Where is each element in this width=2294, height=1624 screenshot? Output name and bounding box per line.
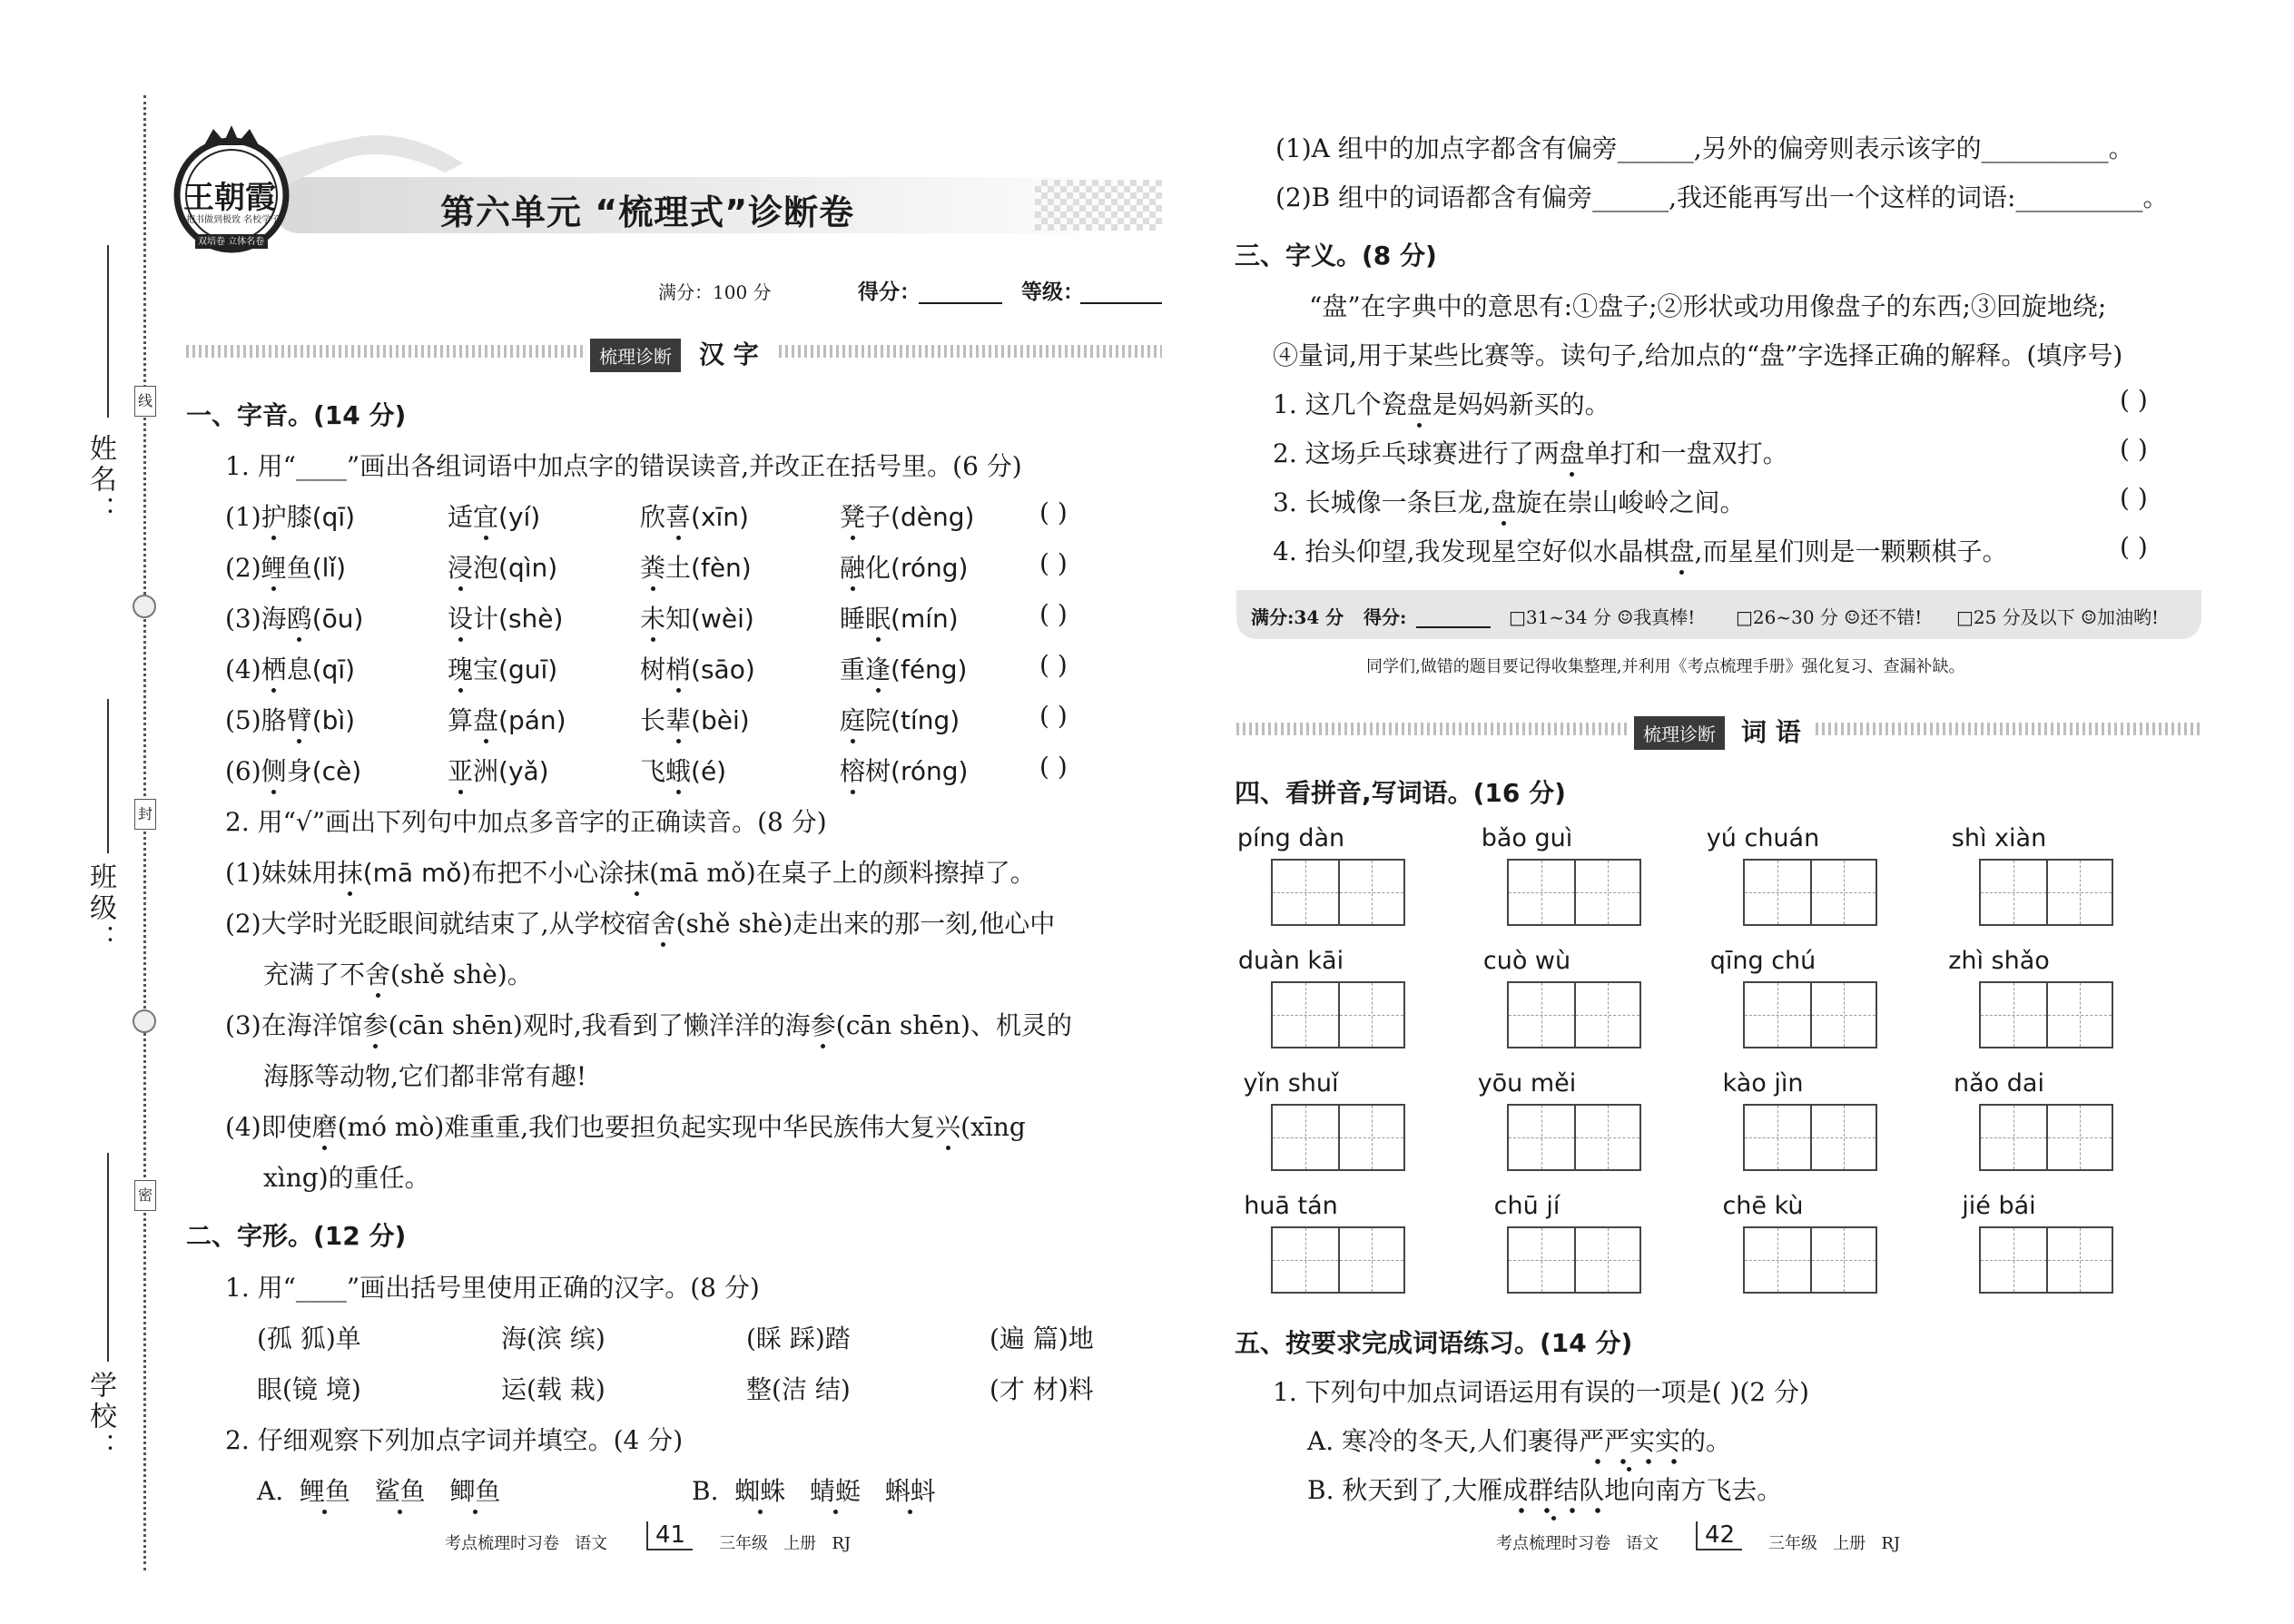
q1-row: (6)侧身(cè) xyxy=(225,752,361,788)
answer-parens[interactable]: ( ) xyxy=(1039,701,1068,731)
writing-box[interactable] xyxy=(1271,981,1405,1048)
pinyin: qīng chú xyxy=(1709,947,1816,975)
q1-word: 亚洲(yǎ) xyxy=(448,752,549,788)
answer-parens[interactable]: ( ) xyxy=(1039,599,1068,629)
q1-word: 凳子(dèng) xyxy=(840,497,974,534)
smile-icon: ☺ xyxy=(1610,606,1634,628)
writing-box[interactable] xyxy=(1507,1104,1641,1171)
grade-label: 等级： xyxy=(1021,280,1084,304)
q5-sub1: 1. 下列句中加点词语运用有误的一项是( )(2 分) xyxy=(1273,1377,1809,1407)
page-number-right: 42 xyxy=(1696,1521,1742,1550)
dotted-word: 严严实实 xyxy=(1579,1422,1680,1465)
footer-right: 考点梳理时习卷 语文 xyxy=(1496,1534,1659,1553)
name-field[interactable] xyxy=(107,245,109,418)
writing-box[interactable] xyxy=(1979,1226,2113,1294)
q3-heading: 三、字义。(8 分) xyxy=(1235,241,1437,271)
q1-word: 适宜(yí) xyxy=(448,497,540,534)
grade-field[interactable] xyxy=(1080,302,1162,304)
q3-intro-1: “盘”在字典中的意思有:①盘子;②形状或功用像盘子的东西;③回旋地绕; xyxy=(1309,291,2107,321)
level-2[interactable]: □26~30 分 ☺还不错! xyxy=(1736,606,1923,628)
q2-option[interactable]: (才 材)料 xyxy=(989,1374,1094,1404)
writing-box[interactable] xyxy=(1743,981,1877,1048)
review-note: 同学们,做错的题目要记得收集整理,并利用《考点梳理手册》强化复习、查漏补缺。 xyxy=(1366,657,1965,676)
class-field[interactable] xyxy=(107,699,109,853)
q1-word: 瑰宝(guī) xyxy=(448,650,557,686)
q1-sentence-4: (4)即使磨(mó mò)难重重,我们也要担负起实现中华民族伟大复兴(xīng xyxy=(225,1107,1026,1144)
q1-sentence-2: (2)大学时光眨眼间就结束了,从学校宿舍(shě shè)走出来的那一刻,他心中 xyxy=(225,904,1055,940)
q5-option-b[interactable]: B. 秋天到了,大雁成群结队地向南方飞去。 xyxy=(1307,1471,1782,1514)
q2-option[interactable]: 眼(镜 境) xyxy=(257,1374,361,1404)
q1-row: (1)护膝(qī) xyxy=(225,497,355,534)
q1-word: 榕树(róng) xyxy=(840,752,968,788)
q1-word: 树梢(sāo) xyxy=(640,650,755,686)
pinyin: nǎo dai xyxy=(1954,1069,2044,1097)
q1-sub2: 2. 用“√”画出下列句中加点多音字的正确读音。(8 分) xyxy=(225,807,827,837)
school-label: 学校： xyxy=(84,1371,116,1463)
pinyin: yǐn shuǐ xyxy=(1243,1069,1339,1097)
scorebar-full: 满分:34 分 xyxy=(1251,606,1344,628)
logo-ribbon-text: 双培卷 立体名卷 xyxy=(198,237,265,247)
binding-hole-icon xyxy=(133,1009,156,1033)
q1-word: 长辈(bèi) xyxy=(640,701,750,737)
checker-decoration xyxy=(1035,180,1162,231)
scorebar-got: 得分: xyxy=(1364,606,1407,628)
pinyin: chē kù xyxy=(1722,1192,1804,1220)
writing-box[interactable] xyxy=(1507,981,1641,1048)
writing-box[interactable] xyxy=(1743,1104,1877,1171)
divider xyxy=(186,345,586,358)
pinyin: kào jìn xyxy=(1722,1069,1804,1097)
pinyin: yú chuán xyxy=(1706,824,1820,852)
footer-left-grade: 三年级 上册 RJ xyxy=(719,1534,852,1553)
answer-parens[interactable]: ( ) xyxy=(2120,385,2148,415)
school-field[interactable] xyxy=(107,1153,109,1362)
q1-word: 粪土(fèn) xyxy=(640,548,752,585)
q1-row: (2)鲤鱼(lǐ) xyxy=(225,548,346,585)
q1-word: 重逢(féng) xyxy=(840,650,967,686)
divider xyxy=(779,345,1162,358)
q2-fill-2[interactable]: (2)B 组中的词语都含有偏旁______,我还能再写出一个这样的词语:__________。 xyxy=(1275,182,2169,212)
q2-sub2: 2. 仔细观察下列加点字词并填空。(4 分) xyxy=(225,1425,684,1455)
q3-item: 1. 这几个瓷盘是妈妈新买的。 xyxy=(1273,385,1610,421)
q1-sentence-1: (1)妹妹用抹(mā mǒ)布把不小心涂抹(mā mǒ)在桌子上的颜料擦掉了。 xyxy=(225,853,1036,890)
writing-box[interactable] xyxy=(1979,981,2113,1048)
section-title: 词 语 xyxy=(1741,717,1801,747)
seal-mark-seal: 封 xyxy=(134,799,156,830)
smile-icon: ☺ xyxy=(1837,606,1861,628)
answer-parens[interactable]: ( ) xyxy=(2120,483,2148,513)
scorebar-field[interactable] xyxy=(1416,626,1491,628)
q2-group-b: B. 蜘蛛 蜻蜓 蝌蚪 xyxy=(692,1471,936,1508)
level-1[interactable]: □31~34 分 ☺我真棒! xyxy=(1509,606,1696,628)
q2-fill-1[interactable]: (1)A 组中的加点字都含有偏旁______,另外的偏旁则表示该字的__________。 xyxy=(1275,133,2134,163)
pinyin: yōu měi xyxy=(1477,1069,1577,1097)
pinyin: chū jí xyxy=(1493,1192,1561,1220)
q3-intro-2: ④量词,用于某些比赛等。读句子,给加点的“盘”字选择正确的解释。(填序号) xyxy=(1273,340,2123,370)
q1-row: (3)海鸥(ōu) xyxy=(225,599,363,635)
q1-sub1: 1. 用“____”画出各组词语中加点字的错误读音,并改正在括号里。(6 分) xyxy=(225,451,1022,481)
q1-word: 飞蛾(é) xyxy=(640,752,726,788)
q4-heading: 四、看拼音,写词语。(16 分) xyxy=(1235,778,1566,808)
q1-row: (4)栖息(qī) xyxy=(225,650,355,686)
q2-heading: 二、字形。(12 分) xyxy=(186,1221,407,1251)
logo-motto: 把书做到极致 名校学子 xyxy=(186,215,281,225)
level-3[interactable]: □25 分及以下 ☺加油哟! xyxy=(1956,606,2160,628)
q1-word: 未知(wèi) xyxy=(640,599,754,635)
q3-item: 2. 这场乒乓球赛进行了两盘单打和一盘双打。 xyxy=(1273,434,1788,470)
pinyin: huā tán xyxy=(1244,1192,1338,1220)
q3-item: 4. 抬头仰望,我发现星空好似水晶棋盘,而星星们则是一颗颗棋子。 xyxy=(1273,532,2007,568)
writing-box[interactable] xyxy=(1507,1226,1641,1294)
binding-dotted-line xyxy=(143,95,146,1570)
q3-item: 3. 长城像一条巨龙,盘旋在崇山峻岭之间。 xyxy=(1273,483,1746,519)
answer-parens[interactable]: ( ) xyxy=(2120,434,2148,464)
writing-box[interactable] xyxy=(1979,1104,2113,1171)
page-title: 第六单元 “梳理式”诊断卷 xyxy=(440,192,855,232)
footer-left: 考点梳理时习卷 语文 xyxy=(445,1534,608,1553)
writing-box[interactable] xyxy=(1271,1226,1405,1294)
dotted-word: 成群结队 xyxy=(1502,1471,1604,1514)
q1-sentence-2-cont: 充满了不舍(shě shè)。 xyxy=(263,955,533,991)
score-field[interactable] xyxy=(919,302,1002,304)
q1-word: 设计(shè) xyxy=(448,599,563,635)
q2-option[interactable]: (孤 狐)单 xyxy=(257,1324,361,1353)
pinyin: bǎo guì xyxy=(1481,824,1573,852)
score-label: 得分： xyxy=(858,280,921,304)
q2-option[interactable]: 运(载 栽) xyxy=(501,1374,605,1404)
footer-right-grade: 三年级 上册 RJ xyxy=(1768,1534,1901,1553)
q1-sentence-3: (3)在海洋馆参(cān shēn)观时,我看到了懒洋洋的海参(cān shēn)、机灵的 xyxy=(225,1006,1072,1042)
q2-option[interactable]: 整(洁 结) xyxy=(746,1374,851,1404)
section-tag: 梳理诊断 xyxy=(590,339,681,372)
answer-parens[interactable]: ( ) xyxy=(2120,532,2148,562)
q2-option[interactable]: (睬 踩)踏 xyxy=(746,1324,851,1353)
answer-parens[interactable]: ( ) xyxy=(1039,650,1068,680)
logo-name: 王朝霞 xyxy=(183,180,276,216)
writing-box[interactable] xyxy=(1979,859,2113,926)
q2-group-a: A. 鲤鱼 鲨鱼 鲫鱼 xyxy=(257,1471,500,1508)
writing-box[interactable] xyxy=(1743,1226,1877,1294)
pinyin: zhì shǎo xyxy=(1948,947,2050,975)
answer-parens[interactable]: ( ) xyxy=(1039,752,1068,782)
writing-box[interactable] xyxy=(1271,859,1405,926)
pinyin: duàn kāi xyxy=(1237,947,1344,975)
q1-row: (5)胳臂(bì) xyxy=(225,701,355,737)
seal-mark-line: 线 xyxy=(134,386,156,417)
q2-option[interactable]: 海(滨 缤) xyxy=(501,1324,605,1353)
q1-word: 算盘(pán) xyxy=(448,701,566,737)
q1-sentence-3-cont: 海豚等动物,它们都非常有趣! xyxy=(263,1061,587,1091)
pinyin: shì xiàn xyxy=(1951,824,2047,852)
full-score: 满分：100 分 xyxy=(658,281,772,303)
q5-option-a[interactable]: A. 寒冷的冬天,人们裹得严严实实的。 xyxy=(1307,1422,1731,1465)
q1-heading: 一、字音。(14 分) xyxy=(186,400,407,430)
q1-sentence-4-cont: xìng)的重任。 xyxy=(263,1163,430,1193)
pinyin: píng dàn xyxy=(1236,824,1345,852)
q1-word: 融化(róng) xyxy=(840,548,968,585)
section-title: 汉 字 xyxy=(699,340,759,369)
class-label: 班级： xyxy=(84,862,116,955)
smile-icon: ☺ xyxy=(2074,606,2097,628)
pinyin: cuò wù xyxy=(1482,947,1571,975)
q2-sub1: 1. 用“____”画出括号里使用正确的汉字。(8 分) xyxy=(225,1273,760,1303)
q1-word: 欣喜(xīn) xyxy=(640,497,749,534)
pinyin: jié bái xyxy=(1962,1192,2036,1220)
q1-word: 浸泡(qìn) xyxy=(448,548,557,585)
binding-hole-icon xyxy=(133,595,156,618)
divider xyxy=(1816,723,2201,735)
answer-parens[interactable]: ( ) xyxy=(1039,548,1068,578)
writing-box[interactable] xyxy=(1743,859,1877,926)
name-label: 姓名： xyxy=(84,434,116,527)
answer-parens[interactable]: ( ) xyxy=(1039,497,1068,527)
section-tag: 梳理诊断 xyxy=(1634,716,1725,750)
q1-word: 庭院(tíng) xyxy=(840,701,960,737)
writing-box[interactable] xyxy=(1507,859,1641,926)
q1-word: 睡眠(mín) xyxy=(840,599,959,635)
seal-mark-secret: 密 xyxy=(134,1180,156,1211)
q5-heading: 五、按要求完成词语练习。(14 分) xyxy=(1235,1328,1633,1358)
divider xyxy=(1236,723,1627,735)
page-number-left: 41 xyxy=(646,1521,693,1550)
q2-option[interactable]: (遍 篇)地 xyxy=(989,1324,1094,1353)
writing-box[interactable] xyxy=(1271,1104,1405,1171)
